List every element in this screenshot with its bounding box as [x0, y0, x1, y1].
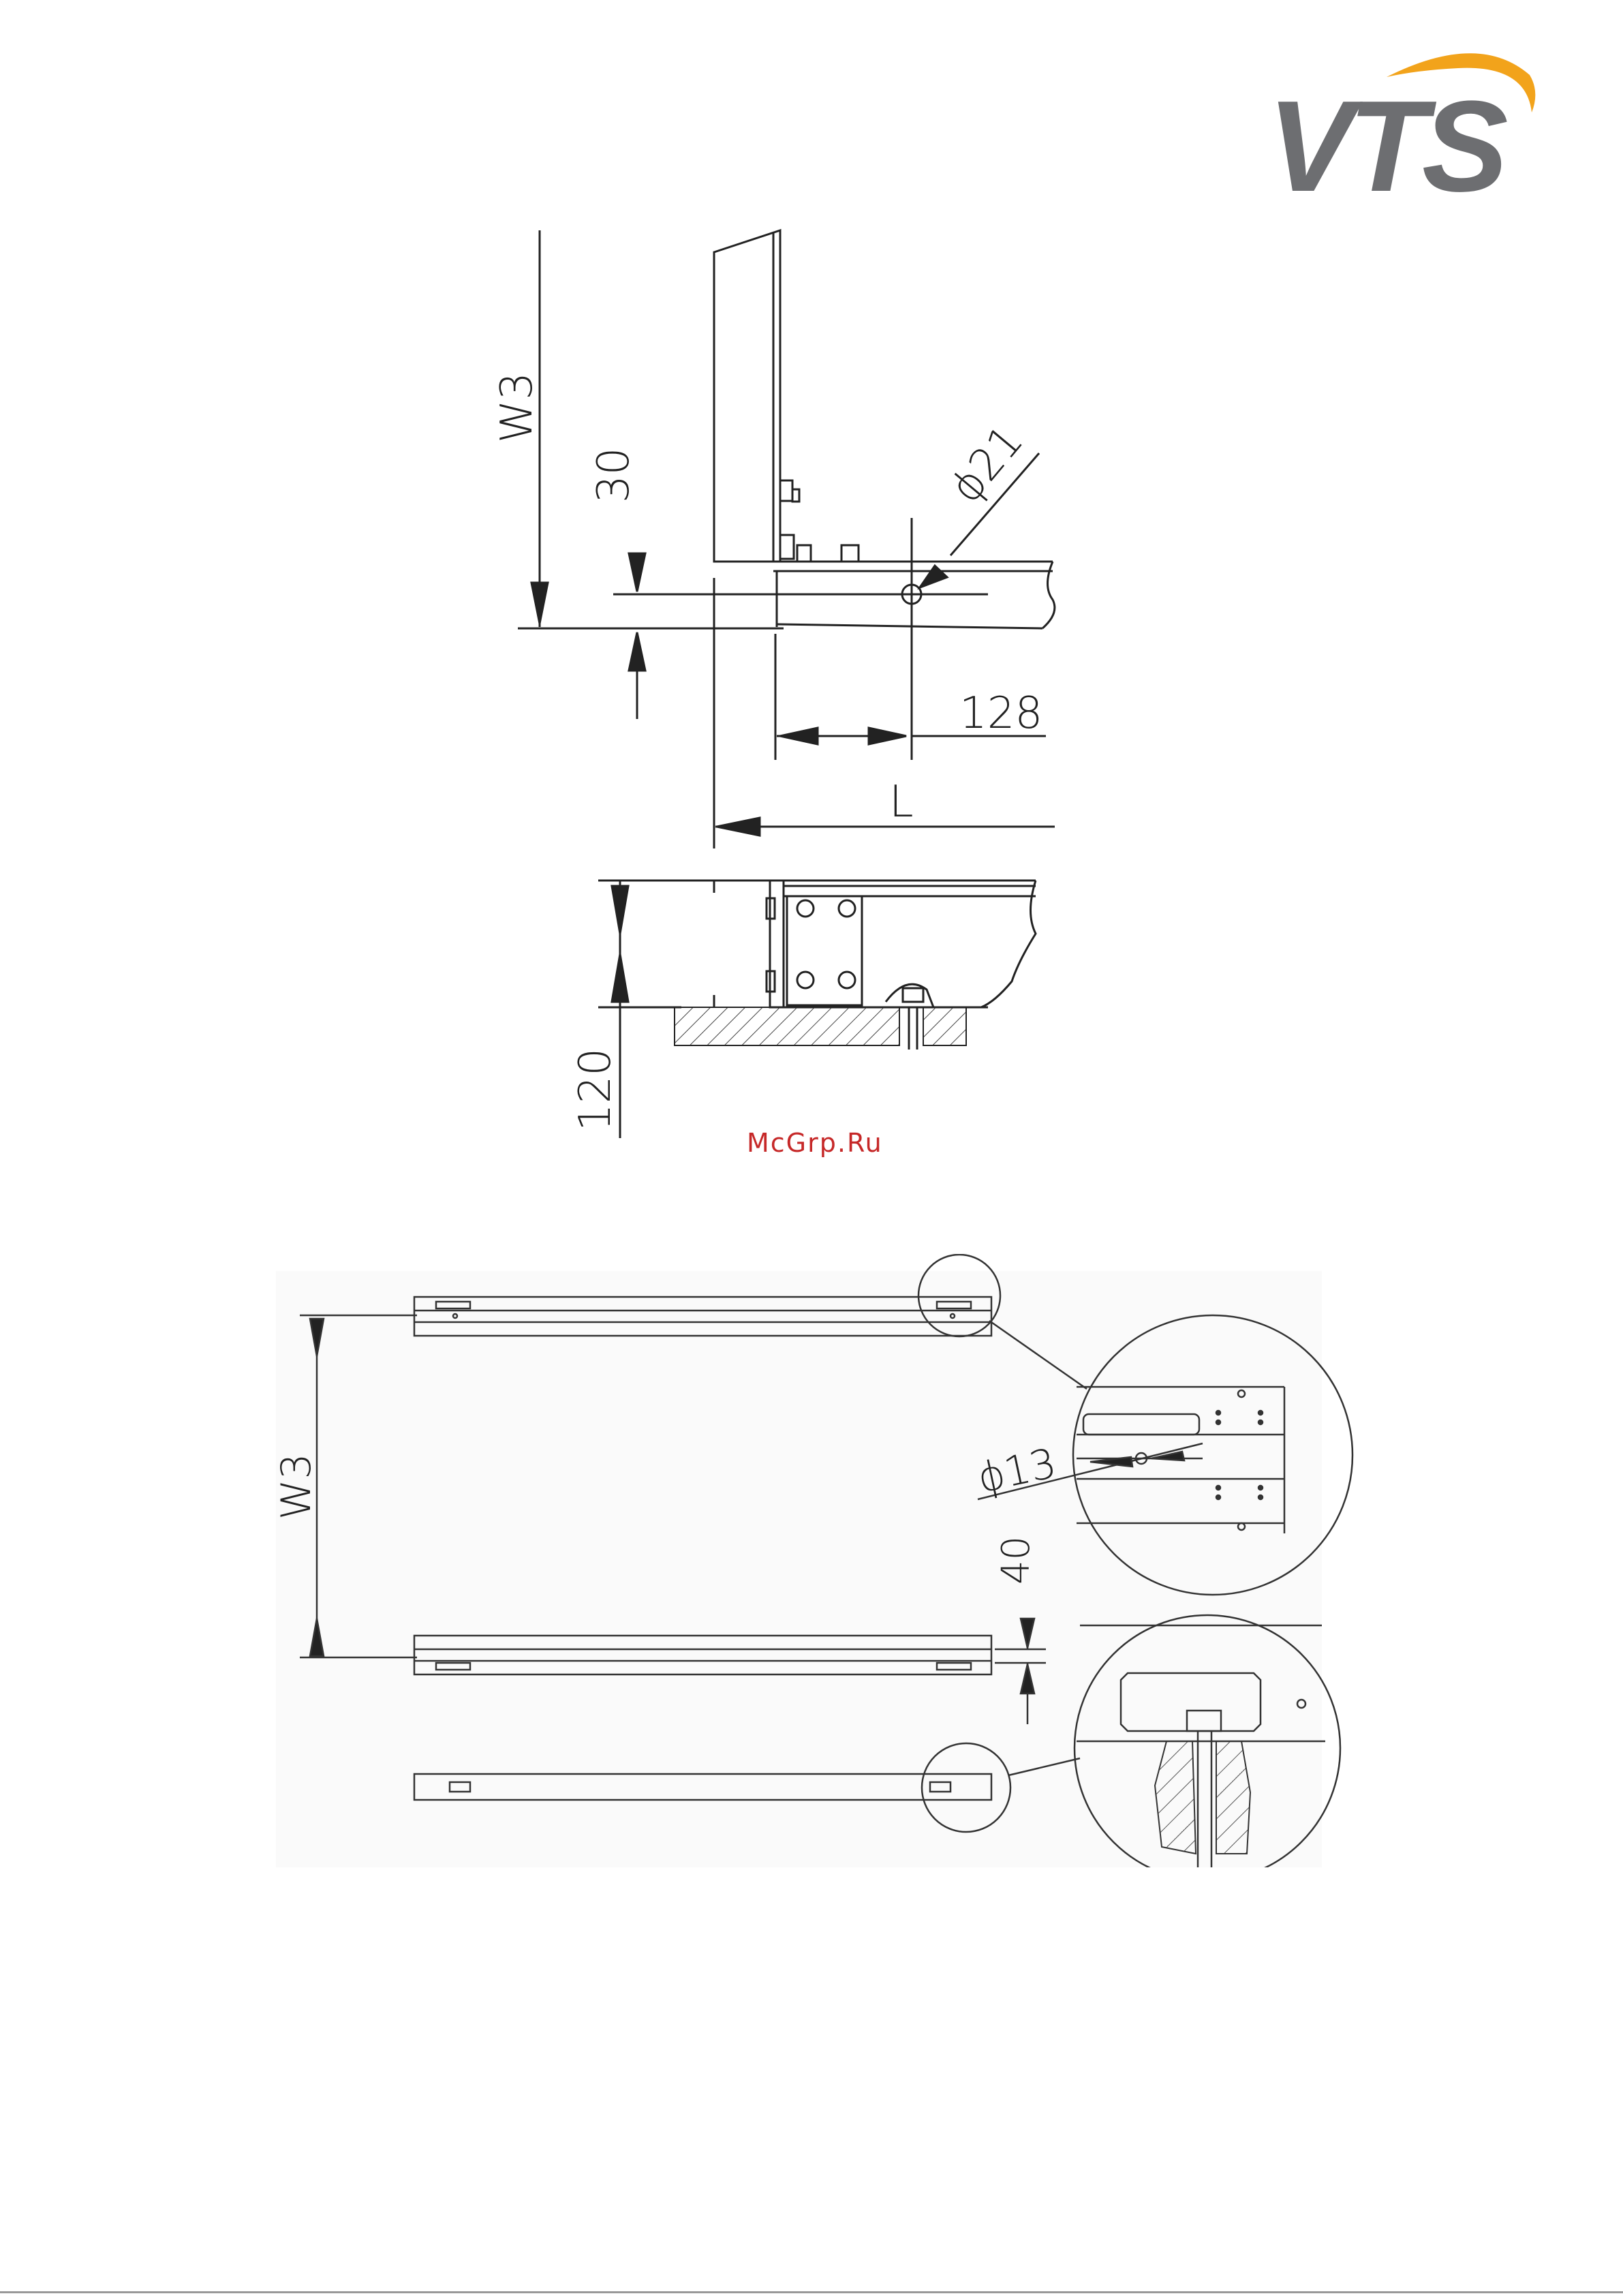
label-30: 30 [589, 447, 639, 503]
label-120: 120 [570, 1047, 621, 1131]
label-40: 40 [994, 1535, 1038, 1585]
footer-line [0, 2291, 1623, 2293]
label-L: L [889, 777, 914, 827]
watermark: McGrp.Ru [747, 1128, 883, 1158]
label-w3-lower: W3 [273, 1453, 320, 1520]
logo-text: VTS [1267, 74, 1503, 201]
lower-technical-drawing [0, 1254, 1623, 1867]
label-phi13: ϕ13 [973, 1439, 1061, 1503]
label-phi21: ϕ21 [940, 415, 1034, 513]
ground-hatch-right [923, 1007, 966, 1045]
label-128: 128 [959, 688, 1043, 739]
ground-hatch-left [675, 1007, 899, 1045]
label-w3-upper: W3 [492, 372, 542, 443]
